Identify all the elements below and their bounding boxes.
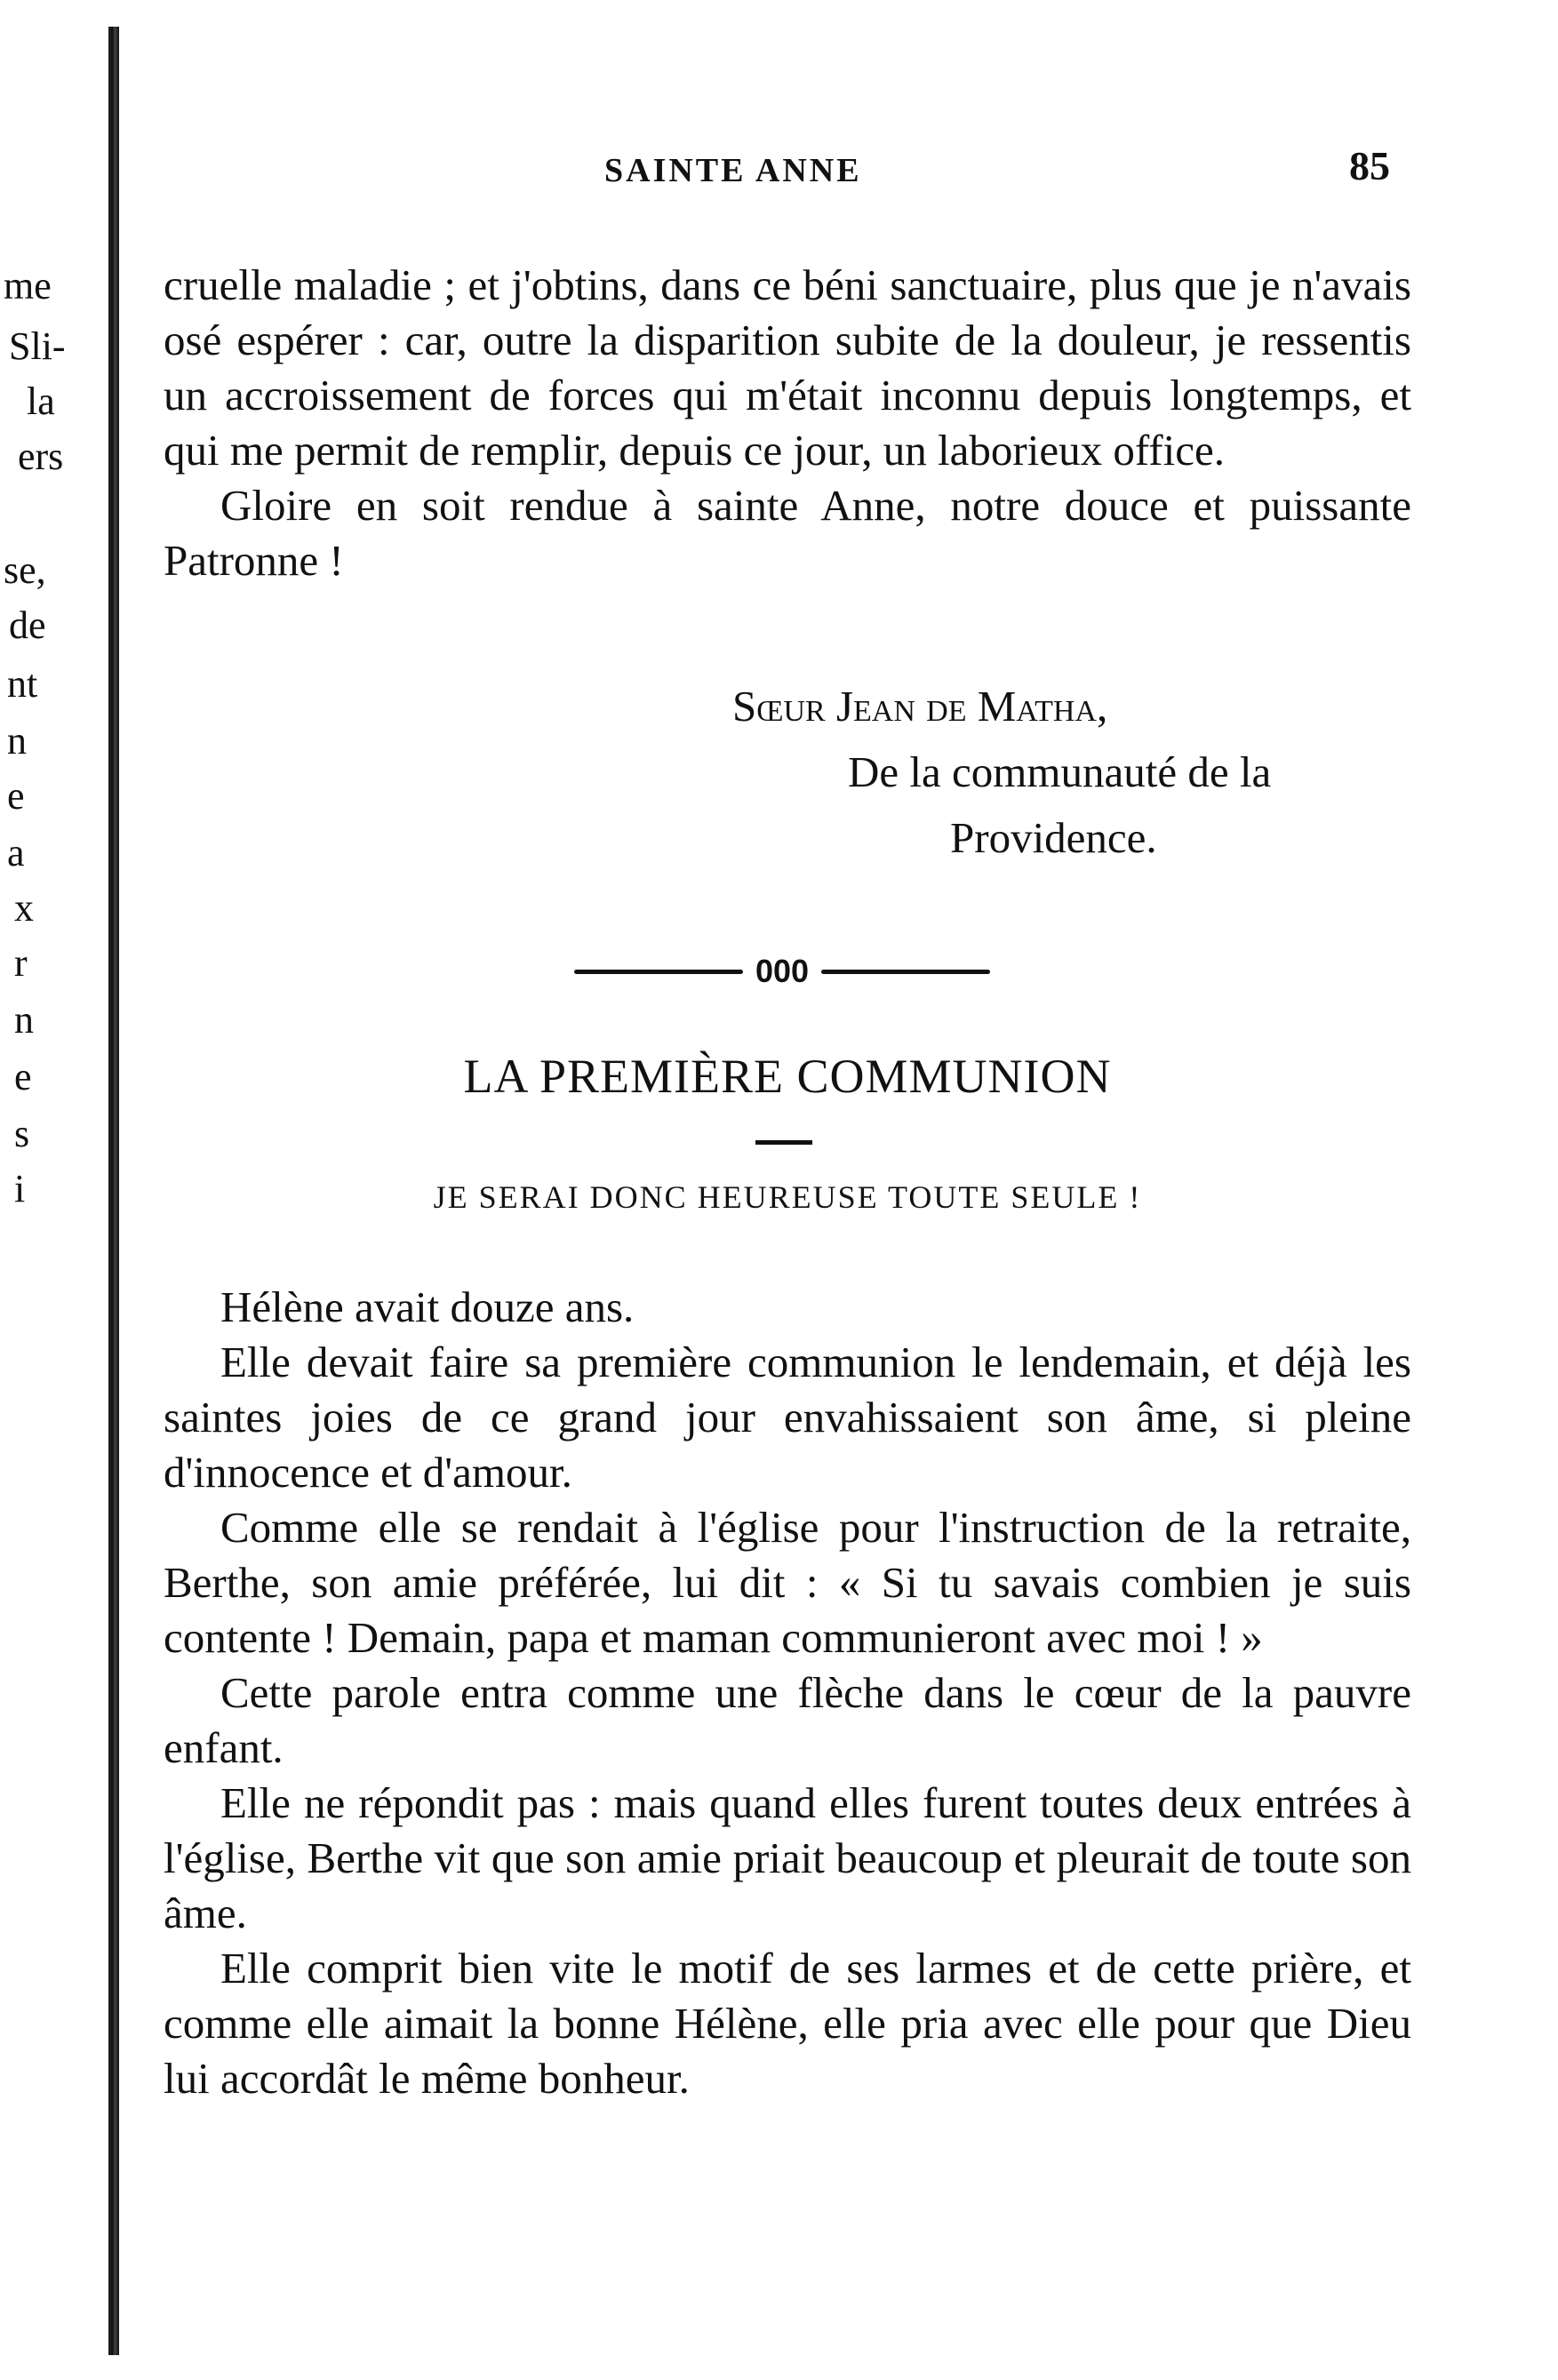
signature-block: [164, 674, 1411, 871]
paragraph: Cette parole entra comme une flèche dans le cœur de la pauvre enfant.: [164, 1668, 1411, 1772]
signature-community-cont: Providence.: [950, 813, 1157, 862]
bleed-fragment: r: [14, 941, 28, 985]
page-header: [0, 142, 1558, 196]
paragraph: Comme elle se rendait à l'église pour l'instruction de la retraite, Berthe, son amie préférée, lui dit : « Si tu savais combien je suis contente ! Demain, papa et maman communieront avec moi ! »: [164, 1503, 1411, 1662]
bleed-fragment: x: [14, 886, 34, 930]
bleed-fragment: a: [7, 831, 25, 875]
paragraph: Hélène avait douze ans.: [220, 1282, 635, 1331]
bleed-fragment: la: [27, 379, 55, 423]
signature-name: Sœur Jean de Matha,: [732, 682, 1108, 731]
letter-ending: [164, 258, 1411, 588]
bleed-fragment: i: [14, 1167, 26, 1210]
paragraph: Gloire en soit rendue à sainte Anne, notre douce et puissante Patronne !: [164, 481, 1411, 585]
section-subtitle: JE SERAI DONC HEUREUSE TOUTE SEULE !: [433, 1179, 1142, 1215]
bleed-fragment: n: [7, 719, 27, 763]
facing-page-bleed: [0, 0, 98, 2380]
section-title: LA PREMIÈRE COMMUNION: [463, 1050, 1112, 1103]
bleed-fragment: de: [9, 603, 46, 647]
bleed-fragment: e: [14, 1055, 32, 1098]
bleed-fragment: se,: [4, 548, 46, 592]
gutter-shadow: [108, 27, 119, 2355]
title-dash: [755, 1140, 812, 1145]
page-number: 85: [1349, 143, 1390, 188]
paragraph: Elle comprit bien vite le motif de ses larmes et de cette prière, et comme elle aimait la bonne Hélène, elle pria avec elle pour que Dieu lui accordât le même bonheur.: [164, 1944, 1411, 2103]
signature-community: De la communauté de la: [848, 747, 1272, 796]
paragraph: cruelle maladie ; et j'obtins, dans ce béni sanctuaire, plus que je n'avais osé espérer : car, outre la disparition subite de la douleur, je ressentis un accroissement de forces qui m'était inconnu depuis longtemps, et qui me permit de remplir, depuis ce jour, un laborieux office.: [164, 260, 1411, 475]
bleed-fragment: s: [14, 1112, 30, 1155]
paragraph: Elle devait faire sa première communion le lendemain, et déjà les saintes joies de ce grand jour envahissaient son âme, si pleine d'innocence et d'amour.: [164, 1338, 1411, 1497]
section-ornament: [560, 949, 1004, 994]
bleed-fragment: nt: [7, 662, 38, 706]
ornament-mark: 000: [755, 953, 810, 989]
bleed-fragment: e: [7, 774, 25, 818]
story-body: [164, 1280, 1411, 2106]
bleed-fragment: me: [4, 264, 52, 307]
paragraph: Elle ne répondit pas : mais quand elles furent toutes deux entrées à l'église, Berthe vit que son amie priait beaucoup et pleurait de toute son âme.: [164, 1778, 1411, 1937]
bleed-fragment: ers: [18, 435, 64, 478]
bleed-fragment: n: [14, 998, 34, 1042]
bleed-fragment: Sli-: [9, 324, 66, 368]
ornament-rule-right: [821, 970, 990, 974]
ornament-rule-left: [574, 970, 743, 974]
running-title: SAINTE ANNE: [604, 152, 862, 189]
